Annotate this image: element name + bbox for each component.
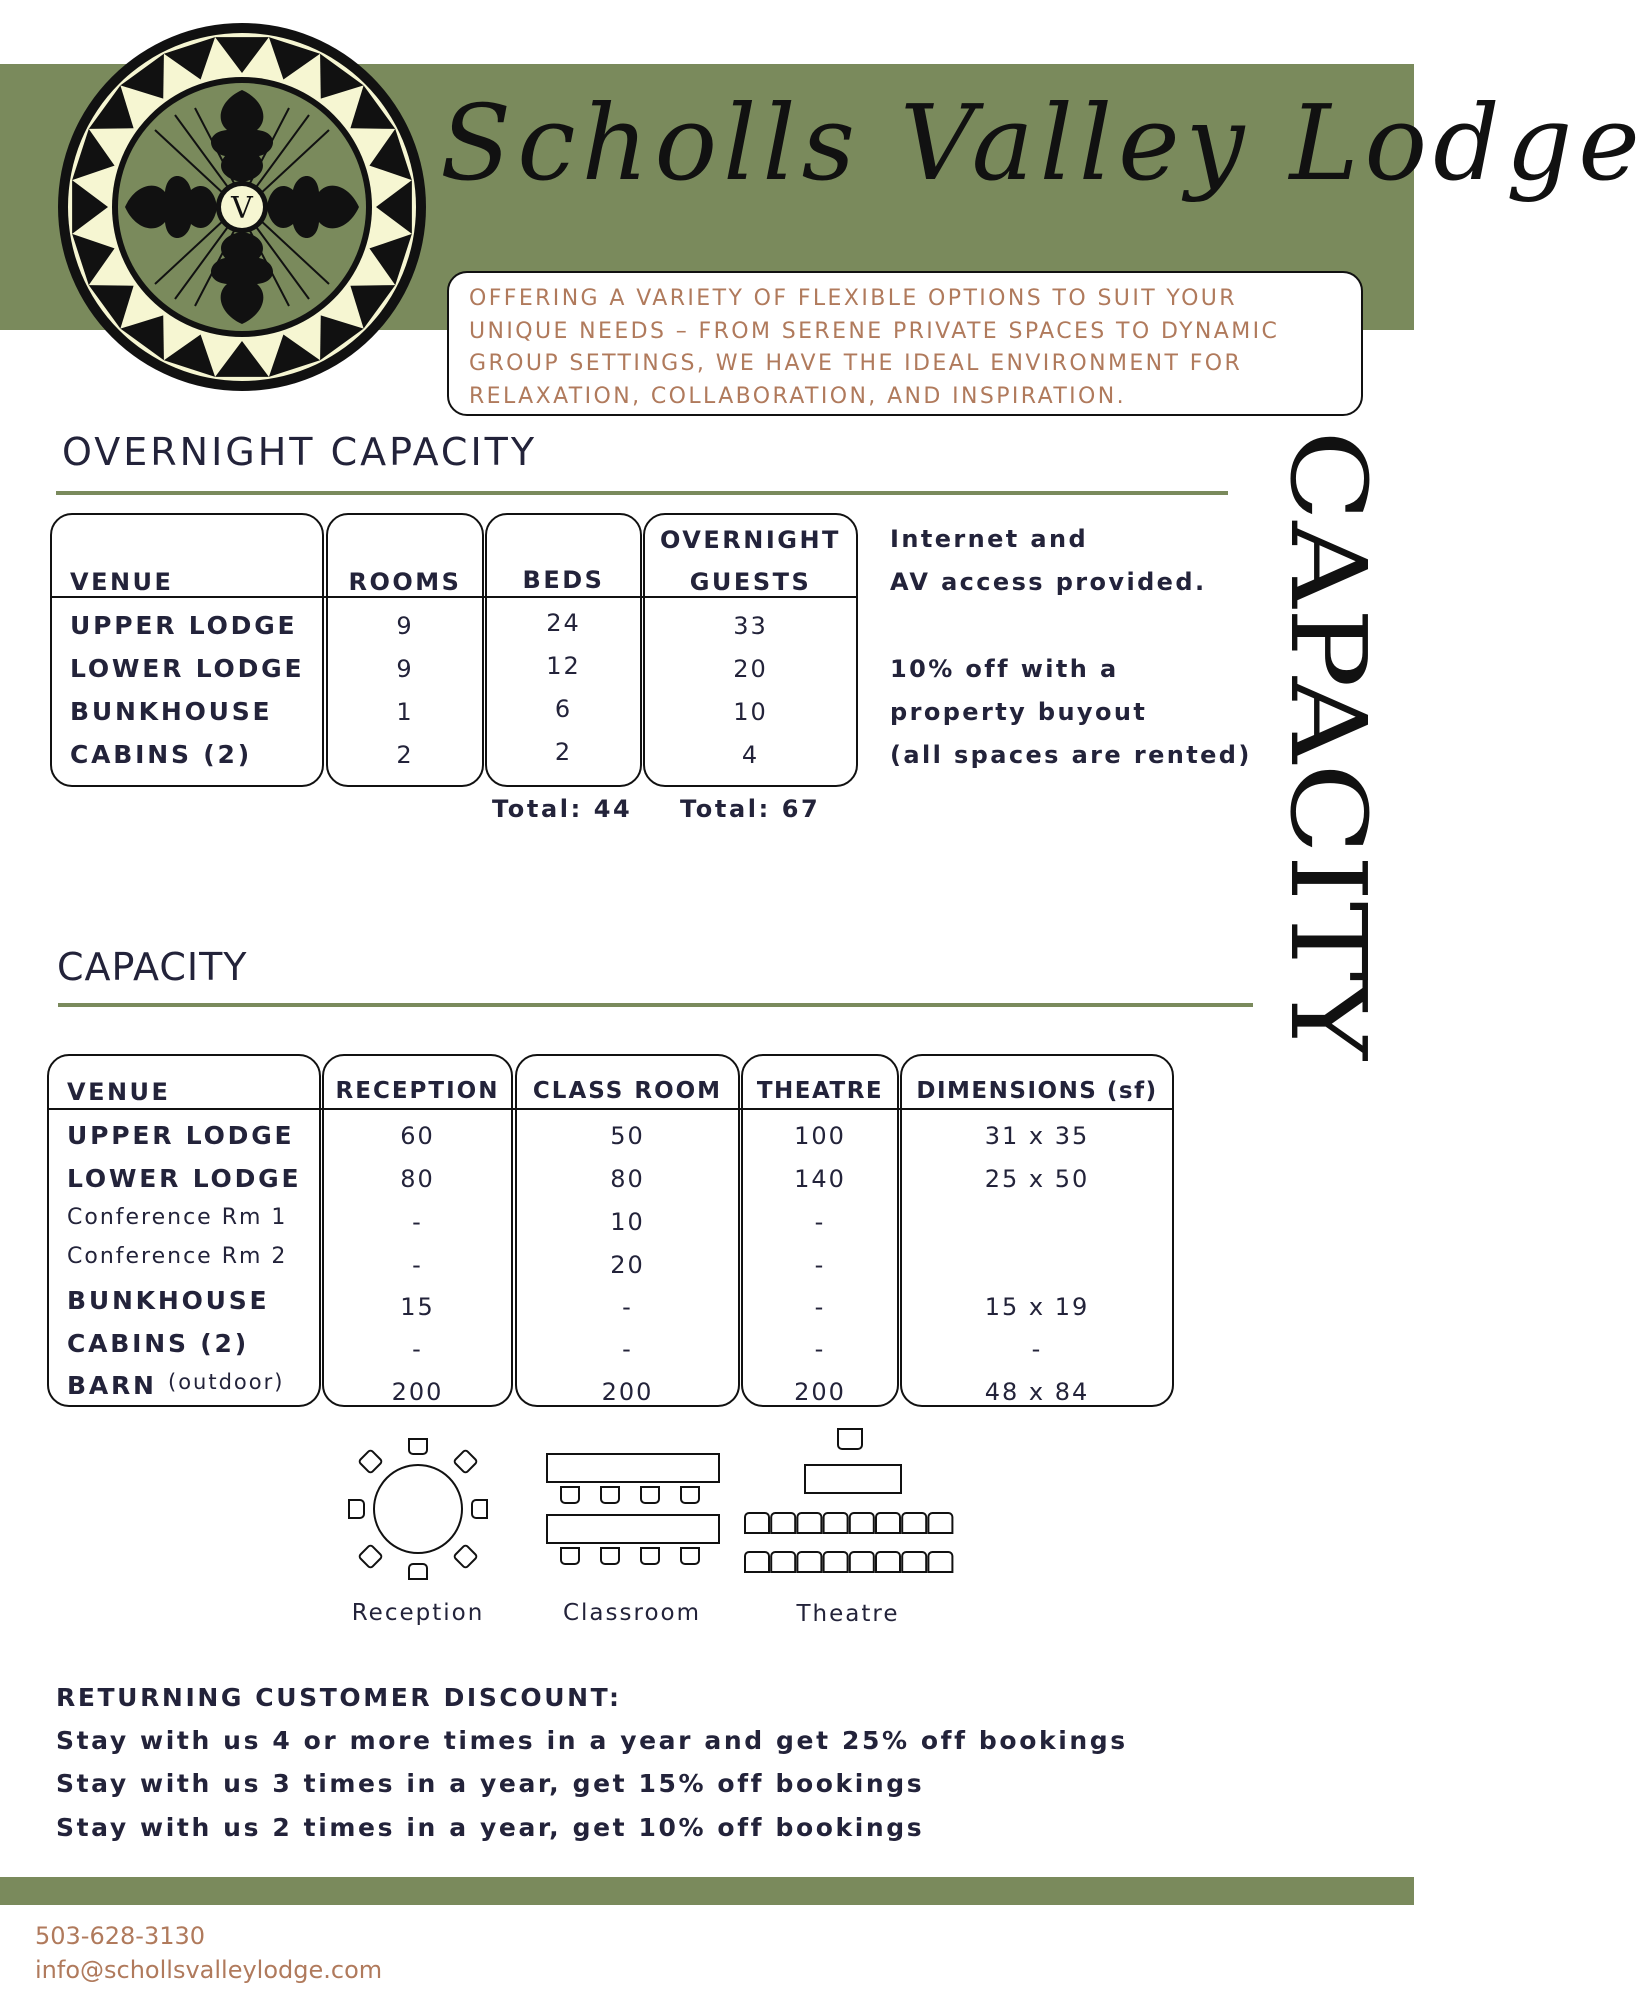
capacity-venue: UPPER LODGE bbox=[67, 1121, 295, 1150]
capacity-dimensions: 25 x 50 bbox=[984, 1165, 1090, 1193]
theatre-seat bbox=[797, 1513, 821, 1533]
note-line: AV access provided. bbox=[890, 568, 1207, 596]
capacity-reception: 200 bbox=[391, 1378, 444, 1406]
capacity-theatre: 200 bbox=[794, 1378, 846, 1406]
overnight-header-rooms: ROOMS bbox=[348, 568, 462, 596]
discount-line: Stay with us 3 times in a year, get 15% off bookings bbox=[56, 1769, 925, 1798]
capacity-venue-note: (outdoor) bbox=[168, 1370, 285, 1394]
intro-line: GROUP SETTINGS, WE HAVE THE IDEAL ENVIRONMENT FOR bbox=[469, 351, 1243, 376]
overnight-rooms: 1 bbox=[396, 698, 414, 726]
theatre-seat bbox=[745, 1513, 769, 1533]
overnight-beds: 2 bbox=[554, 738, 573, 766]
discount-line: Stay with us 4 or more times in a year and get 25% off bookings bbox=[56, 1726, 1128, 1755]
capacity-venue: LOWER LODGE bbox=[67, 1164, 302, 1193]
capacity-reception: - bbox=[412, 1208, 423, 1236]
overnight-rule bbox=[56, 491, 1228, 495]
overnight-header-guests-2: GUESTS bbox=[689, 568, 812, 596]
capacity-header-dimensions: DIMENSIONS (sf) bbox=[916, 1078, 1158, 1104]
capacity-classroom: - bbox=[622, 1335, 633, 1363]
discount-line: Stay with us 2 times in a year, get 10% off bookings bbox=[56, 1813, 925, 1842]
theatre-seat bbox=[902, 1513, 926, 1533]
capacity-heading: CAPACITY bbox=[57, 945, 248, 989]
capacity-header-reception: RECEPTION bbox=[335, 1078, 500, 1104]
overnight-beds: 24 bbox=[546, 609, 581, 637]
capacity-reception: 60 bbox=[400, 1122, 435, 1150]
theatre-layout-label: Theatre bbox=[796, 1601, 900, 1627]
overnight-guests: 20 bbox=[733, 655, 768, 683]
overnight-venue: CABINS (2) bbox=[70, 740, 252, 769]
capacity-classroom: - bbox=[622, 1293, 633, 1321]
capacity-reception: 80 bbox=[400, 1165, 435, 1193]
reception-layout-label: Reception bbox=[351, 1600, 485, 1626]
capacity-reception: - bbox=[412, 1335, 423, 1363]
theatre-seat bbox=[745, 1552, 769, 1572]
capacity-venue: CABINS (2) bbox=[67, 1329, 249, 1358]
discount-title: RETURNING CUSTOMER DISCOUNT: bbox=[56, 1683, 622, 1712]
theatre-seat bbox=[797, 1552, 821, 1572]
note-line: property buyout bbox=[890, 698, 1148, 726]
capacity-reception: 15 bbox=[400, 1293, 435, 1321]
overnight-guests: 10 bbox=[733, 698, 768, 726]
intro-box bbox=[447, 271, 1363, 416]
capacity-classroom: 200 bbox=[601, 1378, 654, 1406]
intro-line: RELAXATION, COLLABORATION, AND INSPIRATION. bbox=[469, 383, 1127, 409]
theatre-seat bbox=[850, 1513, 874, 1533]
capacity-classroom: 20 bbox=[610, 1251, 645, 1279]
capacity-theatre: 140 bbox=[794, 1165, 846, 1193]
classroom-layout-icon bbox=[545, 1452, 721, 1570]
capacity-dimensions: - bbox=[1031, 1335, 1043, 1363]
overnight-rooms: 9 bbox=[396, 612, 414, 640]
side-title-text: CAPACITY bbox=[1267, 430, 1389, 979]
logo-letter: V bbox=[231, 191, 253, 226]
theatre-seat bbox=[771, 1552, 795, 1572]
overnight-header-venue: VENUE bbox=[70, 568, 174, 596]
theatre-seat bbox=[824, 1513, 848, 1533]
theatre-seat bbox=[824, 1552, 848, 1572]
overnight-beds: 12 bbox=[546, 652, 581, 680]
contact-email[interactable]: info@schollsvalleylodge.com bbox=[35, 1956, 383, 1984]
note-line: 10% off with a bbox=[890, 655, 1119, 683]
capacity-reception: - bbox=[412, 1251, 423, 1279]
footer-band bbox=[0, 1877, 1414, 1905]
overnight-guests: 4 bbox=[741, 741, 760, 769]
overnight-beds: 6 bbox=[554, 695, 573, 723]
overnight-venue: LOWER LODGE bbox=[70, 654, 305, 683]
venue-title: Scholls Valley Lodge bbox=[440, 82, 1646, 204]
capacity-theatre: - bbox=[814, 1208, 826, 1236]
side-title bbox=[1267, 430, 1389, 1070]
overnight-venue: BUNKHOUSE bbox=[70, 697, 273, 726]
note-line: Internet and bbox=[890, 525, 1089, 553]
theatre-seat bbox=[902, 1552, 926, 1572]
capacity-theatre: - bbox=[814, 1251, 826, 1279]
theatre-seat bbox=[876, 1513, 900, 1533]
classroom-layout-label: Classroom bbox=[562, 1600, 701, 1626]
total-beds: Total: 44 bbox=[492, 795, 633, 823]
total-guests: Total: 67 bbox=[680, 795, 821, 823]
capacity-classroom: 80 bbox=[610, 1165, 645, 1193]
capacity-rule bbox=[58, 1003, 1253, 1007]
capacity-theatre: - bbox=[814, 1293, 826, 1321]
intro-line: UNIQUE NEEDS – FROM SERENE PRIVATE SPACES TO DYNAMIC bbox=[469, 318, 1280, 344]
overnight-rooms: 2 bbox=[396, 741, 414, 769]
capacity-header-theatre: THEATRE bbox=[756, 1078, 884, 1104]
capacity-classroom: 50 bbox=[610, 1122, 645, 1150]
capacity-venue: Conference Rm 1 bbox=[67, 1205, 288, 1230]
theatre-seat bbox=[876, 1552, 900, 1572]
capacity-venue: BARN bbox=[67, 1371, 157, 1400]
capacity-dimensions: 15 x 19 bbox=[984, 1293, 1090, 1321]
overnight-header-guests-1: OVERNIGHT bbox=[660, 526, 841, 554]
theatre-seat bbox=[771, 1513, 795, 1533]
theatre-seat bbox=[850, 1552, 874, 1572]
note-line: (all spaces are rented) bbox=[890, 741, 1252, 769]
capacity-classroom: 10 bbox=[610, 1208, 645, 1236]
overnight-rooms: 9 bbox=[396, 655, 414, 683]
overnight-header-beds: BEDS bbox=[522, 566, 605, 594]
intro-line: OFFERING A VARIETY OF FLEXIBLE OPTIONS TO SUIT YOUR bbox=[469, 286, 1237, 311]
overnight-header-rule bbox=[50, 596, 858, 598]
capacity-dimensions: 31 x 35 bbox=[984, 1122, 1090, 1150]
capacity-header-rule bbox=[47, 1108, 1174, 1110]
capacity-theatre: - bbox=[814, 1335, 826, 1363]
theatre-layout-icon bbox=[743, 1425, 957, 1581]
reception-layout-icon bbox=[345, 1435, 491, 1583]
capacity-venue: Conference Rm 2 bbox=[67, 1244, 288, 1269]
theatre-seat bbox=[928, 1552, 952, 1572]
lodge-logo bbox=[55, 20, 429, 394]
contact-phone[interactable]: 503-628-3130 bbox=[35, 1922, 206, 1950]
capacity-venue: BUNKHOUSE bbox=[67, 1286, 270, 1315]
overnight-venue: UPPER LODGE bbox=[70, 611, 298, 640]
overnight-guests: 33 bbox=[733, 612, 768, 640]
capacity-header-venue: VENUE bbox=[67, 1078, 171, 1106]
overnight-heading: OVERNIGHT CAPACITY bbox=[62, 430, 538, 474]
capacity-header-classroom: CLASS ROOM bbox=[532, 1078, 723, 1104]
capacity-dimensions: 48 x 84 bbox=[984, 1378, 1090, 1406]
capacity-theatre: 100 bbox=[794, 1122, 846, 1150]
theatre-seat bbox=[928, 1513, 952, 1533]
